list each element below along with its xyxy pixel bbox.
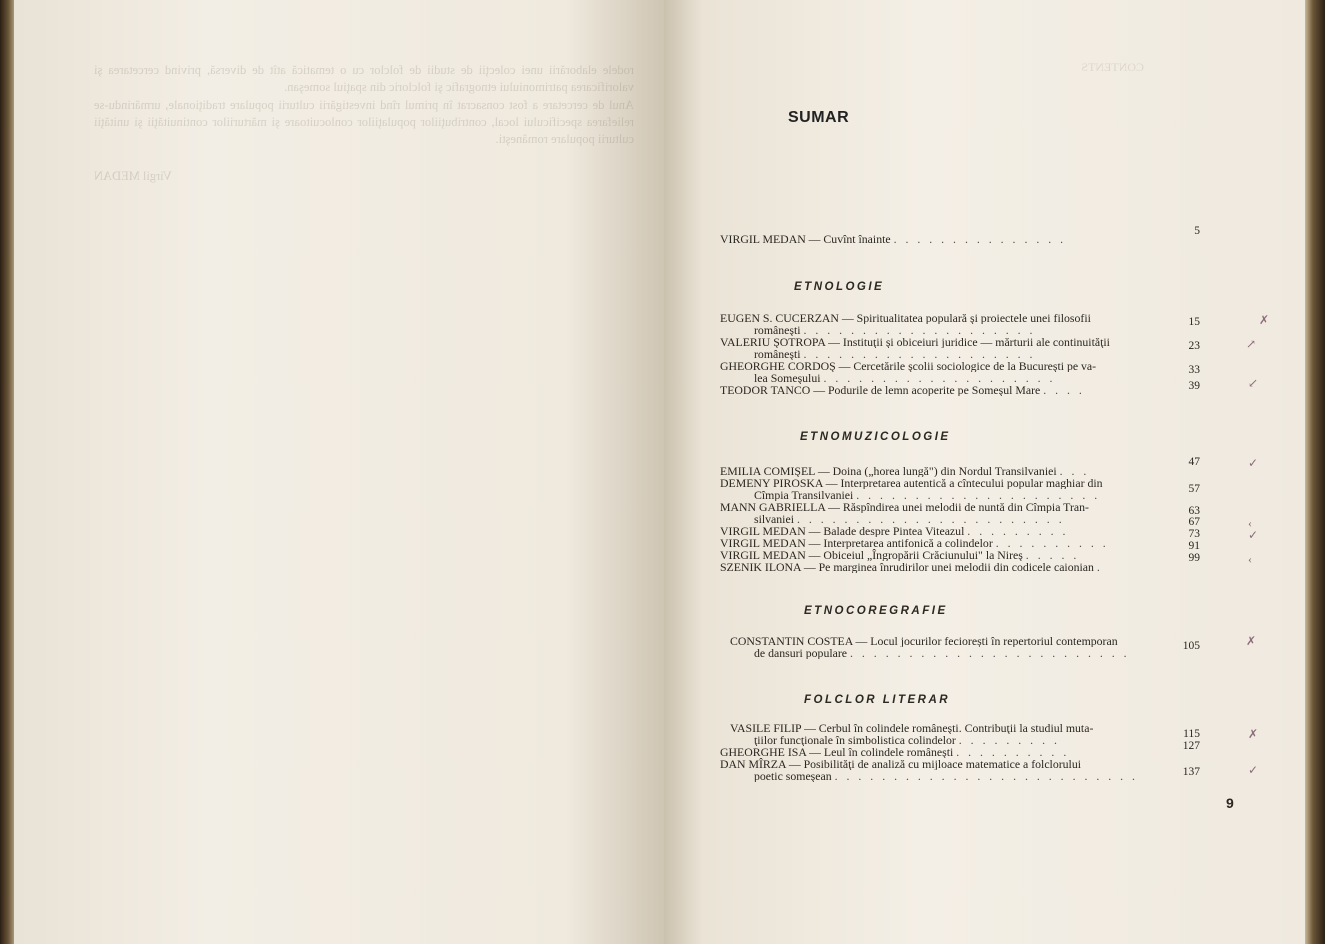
pencil-check-mark-icon: ✓ (1248, 528, 1259, 542)
toc-page-number: 115 (1183, 728, 1200, 740)
left-signature: Virgil MEDAN (94, 169, 172, 184)
toc-page-number: 23 (1188, 340, 1200, 352)
section-title-etnomuzicologie: ETNOMUZICOLOGIE (800, 431, 951, 443)
toc-entry-line: poetic someşean . . . . . . . . . . . . . . . . . . . . . . . . . . (754, 770, 1139, 782)
toc-entry-line: VIRGIL MEDAN — Balade despre Pintea Viteazul . . . . . . . . . (720, 525, 1069, 537)
toc-entry[interactable] (720, 501, 1200, 525)
pencil-check-mark-icon: ✗ (1246, 634, 1257, 648)
toc-entry-line: EUGEN S. CUCERZAN — Spiritualitatea populară şi proiectele unei filosofii (720, 312, 1091, 324)
toc-entry[interactable] (720, 380, 1200, 396)
toc-entry-line: DAN MÎRZA — Posibilităţi de analiză cu mijloace matematice a folclorului (720, 758, 1082, 770)
toc-page-number: 137 (1182, 766, 1200, 778)
toc-entry[interactable] (720, 477, 1200, 501)
toc-entry-intro[interactable] (720, 225, 1200, 245)
toc-entry-line: ţiilor funcţionale în simbolistica colindelor . . . . . . . . . (754, 734, 1060, 746)
toc-entry[interactable] (720, 336, 1200, 360)
page-number: 9 (1226, 795, 1234, 811)
section-title-etnologie: ETNOLOGIE (794, 281, 885, 293)
toc-page-number: 57 (1188, 483, 1200, 495)
left-paragraph-2: Anul de cercetare a fost consacrat în primul rînd investigării culturii populare tradiţionale, urmărindu-se reliefarea specificului local, contribuţiilor populaţiilor conlocuitoare şi mărturiilor continuităţii şi unităţii culturii populare româneşti. (94, 97, 634, 147)
toc-entry-line: silvaniei . . . . . . . . . . . . . . . . . . . . . . . (754, 513, 1065, 525)
toc-entry-line: DEMENY PIROSKA — Interpretarea autentică a cîntecului popular maghiar din (720, 477, 1103, 489)
toc-entry-line: MANN GABRIELLA — Răspîndirea unei melodii de nuntă din Cîmpia Tran- (720, 501, 1089, 513)
toc-entry-line: româneşti . . . . . . . . . . . . . . . . . . . . (754, 324, 1036, 336)
toc-page-number: 99 (1188, 552, 1200, 564)
toc-page-number: 63 (1188, 505, 1200, 517)
section-title-etnocoregrafie: ETNOCOREGRAFIE (804, 605, 948, 617)
toc-entry-line: lea Someşului . . . . . . . . . . . . . . . . . . . . (754, 372, 1056, 384)
pencil-check-mark-icon: ✓ (1248, 456, 1259, 470)
table-of-contents (664, 0, 1305, 944)
toc-page-number: 15 (1188, 316, 1200, 328)
toc-page-number: 91 (1188, 540, 1200, 552)
toc-entry-line: VASILE FILIP — Cerbul în colindele româneşti. Contribuţii la studiul muta- (730, 722, 1094, 734)
toc-entry-line: VALERIU ŞOTROPA — Instituţii şi obiceiuri juridice — mărturii ale continuităţii (720, 336, 1110, 348)
pencil-check-mark-icon: ‹ (1248, 516, 1252, 530)
toc-entry-line: Cîmpia Transilvaniei . . . . . . . . . . . . . . . . . . . . . (754, 489, 1101, 501)
toc-page-number: 39 (1188, 380, 1200, 392)
toc-entry-line: CONSTANTIN COSTEA — Locul jocurilor feciorești în repertoriul contemporan (730, 635, 1118, 647)
pencil-check-mark-icon: ↙ (1248, 376, 1259, 390)
pencil-check-mark-icon: ✗ (1248, 727, 1259, 741)
toc-page-number: 73 (1188, 528, 1200, 540)
toc-entry-line: de dansuri populare . . . . . . . . . . . . . . . . . . . . . . . . (754, 647, 1130, 659)
left-page-bleedthrough-text (94, 62, 634, 186)
section-title-folclor-literar: FOLCLOR LITERAR (804, 694, 951, 706)
toc-page-number: 5 (1194, 225, 1200, 237)
toc-entry[interactable] (720, 312, 1200, 336)
page-title: SUMAR (788, 109, 850, 126)
book-spine-left (0, 0, 14, 944)
toc-entry[interactable] (720, 722, 1200, 746)
left-page (14, 0, 664, 944)
toc-entry[interactable] (720, 360, 1200, 384)
toc-page-number: 33 (1188, 364, 1200, 376)
toc-page-number: 127 (1182, 740, 1200, 752)
toc-entry-line: româneşti . . . . . . . . . . . . . . . . . . . . (754, 348, 1036, 360)
toc-entry-line: GHEORGHE ISA — Leul în colindele româneşti . . . . . . . . . . (720, 746, 1070, 758)
left-paragraph-1: rodele elaborării unei colecţii de studii de folclor cu o tematică atît de diversă, privind cercetarea şi valorificarea patrimoniului etnografic şi folcloric din spaţiul someşan. (94, 63, 634, 95)
toc-entry-text: VIRGIL MEDAN — Cuvînt înainte . . . . . . . . . . . . . . . (720, 233, 1067, 245)
toc-page-number: 47 (1188, 456, 1200, 468)
toc-entry-line: EMILIA COMIŞEL — Doina („horea lungă") din Nordul Transilvaniei . . . (720, 465, 1090, 477)
toc-entry[interactable] (720, 456, 1200, 477)
pencil-check-mark-icon: ✓ (1248, 763, 1259, 777)
pencil-check-mark-icon: ‹ (1248, 552, 1252, 566)
book-edge-right (1305, 0, 1325, 944)
right-ghost-heading: CONTENTS (1081, 60, 1144, 74)
toc-entry[interactable] (720, 635, 1200, 659)
toc-entry-line: SZENIK ILONA — Pe marginea înrudirilor unei melodii din codicele caionian . (720, 561, 1103, 573)
toc-page-number: 105 (1182, 640, 1200, 652)
toc-entry[interactable] (720, 758, 1200, 782)
toc-entry-line: TEODOR TANCO — Podurile de lemn acoperite pe Someşul Mare . . . . (720, 384, 1085, 396)
pencil-check-mark-icon: ↗ (1246, 337, 1257, 351)
toc-entry-line: VIRGIL MEDAN — Interpretarea antifonică a colindelor . . . . . . . . . . (720, 537, 1109, 549)
toc-entry-line: VIRGIL MEDAN — Obiceiul „Îngropării Crăciunului" la Nireş . . . . . (720, 549, 1080, 561)
toc-entry-line: GHEORGHE CORDOŞ — Cercetările şcolii sociologice de la Bucureşti pe va- (720, 360, 1097, 372)
pencil-check-mark-icon: ✗ (1259, 313, 1270, 327)
toc-page-number: 67 (1188, 516, 1200, 528)
